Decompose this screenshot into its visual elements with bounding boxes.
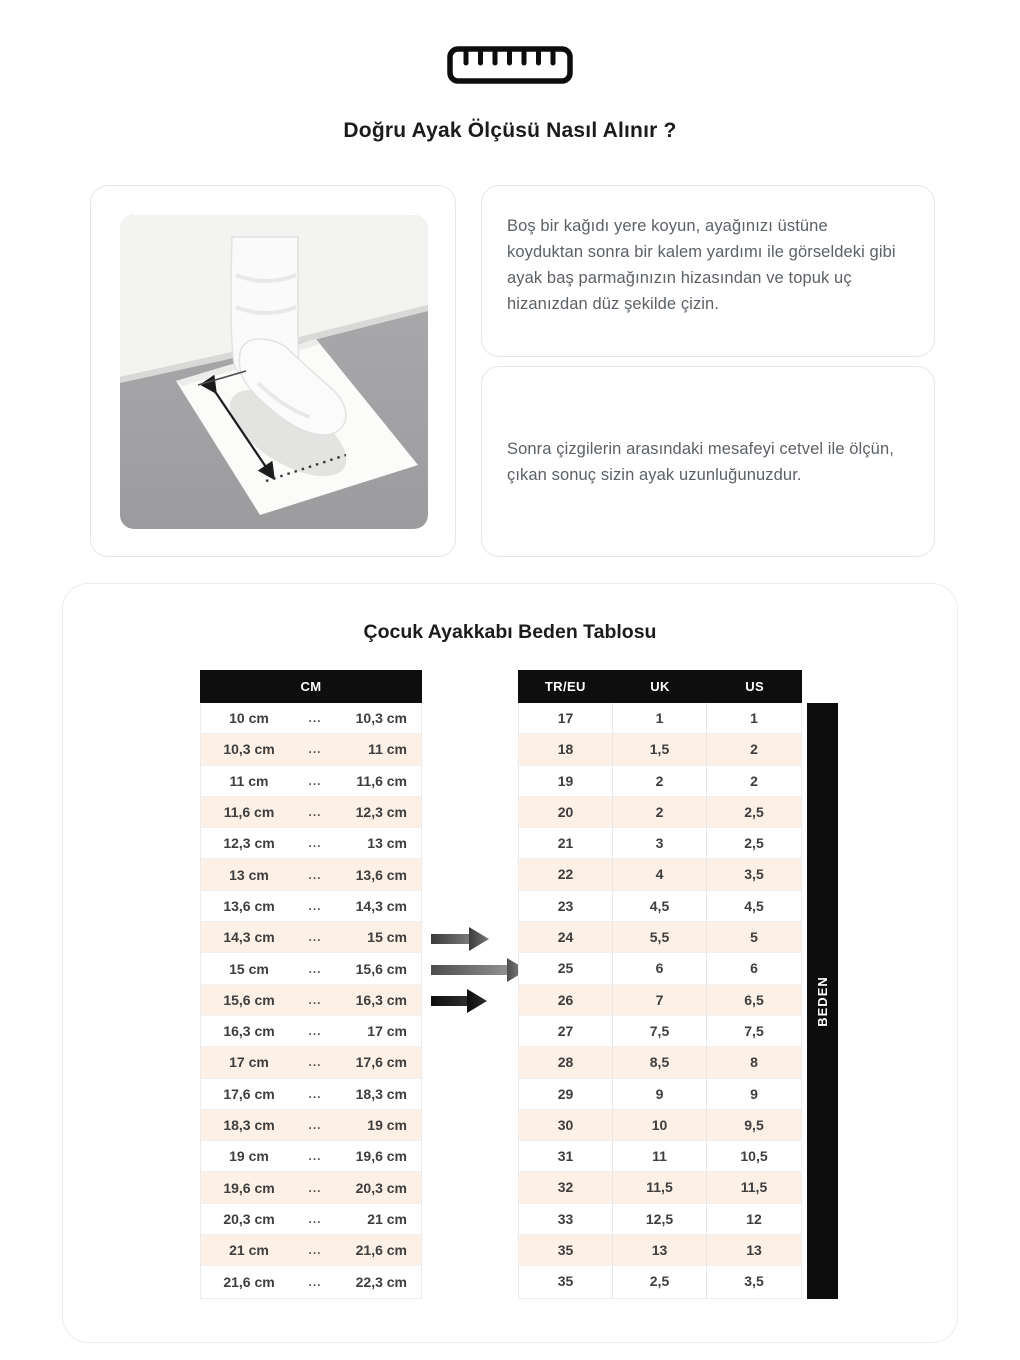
measurement-image-card: [90, 185, 456, 557]
range-dots: ...: [308, 867, 322, 882]
range-dots: ...: [308, 742, 322, 757]
tr-eu-cell: 33: [519, 1204, 613, 1234]
range-dots: ...: [308, 836, 322, 851]
size-row: [519, 1016, 801, 1047]
us-cell: 9: [750, 1085, 758, 1102]
uk-cell: 4: [613, 859, 707, 889]
us-cell: 3,5: [744, 1273, 764, 1290]
tr-eu-cell: 22: [519, 859, 613, 889]
cm-from-cell: 10,3 cm: [223, 741, 275, 758]
cm-row: [201, 1235, 421, 1266]
range-dots: ...: [308, 1243, 322, 1258]
tr-eu-cell: 25: [519, 953, 613, 983]
instruction-card-1: [481, 185, 935, 357]
us-cell: 10,5: [740, 1148, 768, 1165]
tr-eu-cell: 23: [519, 891, 613, 921]
cm-row: [201, 891, 421, 922]
cm-to-cell: 19,6 cm: [355, 1148, 407, 1165]
cm-row: [201, 859, 421, 890]
range-dots: ...: [308, 1274, 322, 1289]
cm-to-cell: 22,3 cm: [355, 1273, 407, 1290]
tr-eu-cell: 30: [519, 1110, 613, 1140]
cm-row: [201, 922, 421, 953]
how-to-measure-section: [90, 185, 935, 557]
size-row: [519, 703, 801, 734]
us-cell: 2,5: [744, 803, 764, 820]
size-row: [519, 1172, 801, 1203]
uk-cell: 2: [613, 766, 707, 796]
size-row: [519, 1079, 801, 1110]
cm-row: [201, 703, 421, 734]
size-row: [519, 1235, 801, 1266]
range-dots: ...: [308, 1086, 322, 1101]
cm-table: [200, 670, 422, 1299]
us-cell: 6,5: [744, 991, 764, 1008]
size-row: [519, 953, 801, 984]
cm-from-cell: 11,6 cm: [223, 804, 275, 821]
uk-cell: 7: [613, 985, 707, 1015]
page-title: Doğru Ayak Ölçüsü Nasıl Alınır ?: [343, 119, 677, 142]
cm-row: [201, 953, 421, 984]
uk-cell: 6: [613, 953, 707, 983]
us-cell: 2: [750, 741, 758, 758]
us-header-label: US: [745, 679, 765, 694]
range-dots: ...: [308, 1180, 322, 1195]
instruction-step-2: Sonra çizgilerin arasındaki mesafeyi cetvel ile ölçün, çıkan sonuç sizin ayak uzunluğunuzdur.: [507, 439, 894, 484]
size-row: [519, 1204, 801, 1235]
tr-eu-cell: 27: [519, 1016, 613, 1046]
uk-cell: 9: [613, 1079, 707, 1109]
uk-cell: 2: [613, 797, 707, 827]
cm-from-cell: 18,3 cm: [223, 1117, 275, 1133]
size-row: [519, 734, 801, 765]
cm-from-cell: 13,6 cm: [223, 897, 275, 914]
uk-cell: 3: [613, 828, 707, 858]
tr-eu-cell: 35: [519, 1266, 613, 1297]
range-dots: ...: [308, 805, 322, 820]
range-dots: ...: [308, 1149, 322, 1164]
tr-eu-cell: 21: [519, 828, 613, 858]
range-dots: ...: [308, 930, 322, 945]
range-dots: ...: [308, 961, 322, 976]
cm-from-cell: 12,3 cm: [223, 835, 275, 852]
cm-from-cell: 15,6 cm: [223, 991, 275, 1008]
cm-row: [201, 985, 421, 1016]
cm-row: [201, 1172, 421, 1203]
tr-eu-cell: 29: [519, 1079, 613, 1109]
uk-cell: 1,5: [613, 734, 707, 764]
uk-cell: 2,5: [613, 1266, 707, 1297]
range-dots: ...: [308, 1118, 322, 1132]
cm-from-cell: 21 cm: [229, 1242, 269, 1259]
uk-cell: 13: [613, 1235, 707, 1265]
us-cell: 8: [750, 1054, 758, 1071]
arrow-top: [431, 927, 489, 951]
instruction-card-2: [481, 366, 935, 557]
size-row: [519, 766, 801, 797]
cm-from-cell: 19 cm: [229, 1148, 269, 1165]
tr-eu-cell: 24: [519, 922, 613, 952]
us-cell: 13: [746, 1242, 762, 1259]
cm-from-cell: 11 cm: [229, 772, 269, 789]
cm-to-cell: 15 cm: [367, 929, 407, 946]
range-dots: ...: [308, 1055, 322, 1070]
us-cell: 5: [750, 929, 758, 946]
tr-eu-cell: 26: [519, 985, 613, 1015]
cm-row: [201, 1016, 421, 1047]
us-cell: 2,5: [744, 835, 764, 852]
size-row: [519, 1266, 801, 1297]
tr-eu-cell: 32: [519, 1172, 613, 1202]
cm-row: [201, 766, 421, 797]
foot-measurement-image: [120, 215, 428, 529]
size-table-card: [62, 583, 958, 1343]
us-cell: 11,5: [740, 1179, 768, 1196]
uk-cell: 11,5: [613, 1172, 707, 1202]
range-dots: ...: [308, 1024, 322, 1039]
cm-header-label: CM: [300, 679, 322, 694]
size-table-title: Çocuk Ayakkabı Beden Tablosu: [363, 621, 657, 643]
range-dots: ...: [308, 773, 322, 788]
intl-size-table: [518, 670, 802, 1299]
uk-cell: 12,5: [613, 1204, 707, 1234]
intl-size-table-header: [518, 670, 802, 703]
size-row: [519, 985, 801, 1016]
cm-to-cell: 13 cm: [367, 835, 407, 852]
arrow-middle: [431, 958, 527, 982]
cm-to-cell: 17 cm: [367, 1023, 407, 1040]
ruler-icon: [0, 46, 1020, 84]
cm-row: [201, 1110, 421, 1141]
tr-eu-cell: 28: [519, 1047, 613, 1077]
size-row: [519, 1047, 801, 1078]
arrow-bottom: [431, 989, 487, 1013]
tr-eu-header-label: TR/EU: [544, 679, 586, 694]
cm-from-cell: 10 cm: [229, 710, 269, 727]
cm-row: [201, 1266, 421, 1297]
range-dots: ...: [308, 711, 322, 726]
cm-to-cell: 16,3 cm: [355, 991, 407, 1008]
uk-cell: 7,5: [613, 1016, 707, 1046]
size-row: [519, 891, 801, 922]
tr-eu-cell: 20: [519, 797, 613, 827]
us-cell: 1: [750, 710, 758, 726]
instruction-step-1: Boş bir kağıdı yere koyun, ayağınızı üstüne koyduktan sonra bir kalem yardımı ile görseldeki gibi ayak baş parmağınızın hizasından ve topuk uç hizanızdan düz şekilde çizin.: [507, 217, 896, 313]
cm-from-cell: 16,3 cm: [223, 1023, 275, 1040]
size-row: [519, 828, 801, 859]
size-row: [519, 859, 801, 890]
uk-cell: 8,5: [613, 1047, 707, 1077]
size-row: [519, 1110, 801, 1141]
cm-to-cell: 11,6 cm: [356, 772, 407, 789]
uk-cell: 1: [613, 703, 707, 733]
cm-row: [201, 1141, 421, 1172]
uk-cell: 4,5: [613, 891, 707, 921]
cm-to-cell: 13,6 cm: [355, 866, 407, 883]
size-row: [519, 797, 801, 828]
cm-row: [201, 828, 421, 859]
uk-cell: 10: [613, 1110, 707, 1140]
uk-header-label: UK: [650, 679, 670, 694]
tr-eu-cell: 35: [519, 1235, 613, 1265]
us-cell: 9,5: [744, 1116, 764, 1133]
cm-from-cell: 13 cm: [229, 866, 269, 883]
cm-row: [201, 734, 421, 765]
cm-to-cell: 11 cm: [368, 741, 407, 758]
cm-from-cell: 19,6 cm: [223, 1179, 275, 1196]
uk-cell: 11: [613, 1141, 707, 1171]
cm-to-cell: 19 cm: [367, 1117, 407, 1133]
cm-from-cell: 17 cm: [229, 1054, 269, 1071]
range-dots: ...: [308, 898, 322, 913]
size-row: [519, 922, 801, 953]
cm-row: [201, 1204, 421, 1235]
us-cell: 2: [750, 772, 758, 789]
beden-side-label: [807, 703, 838, 1299]
tr-eu-cell: 18: [519, 734, 613, 764]
cm-table-header: [200, 670, 422, 703]
cm-from-cell: 20,3 cm: [223, 1210, 275, 1227]
cm-to-cell: 21 cm: [367, 1210, 407, 1227]
cm-to-cell: 18,3 cm: [355, 1085, 407, 1102]
us-cell: 3,5: [744, 866, 764, 883]
cm-to-cell: 21,6 cm: [355, 1242, 407, 1259]
us-cell: 12: [746, 1210, 762, 1227]
beden-label-text: BEDEN: [815, 975, 831, 1027]
cm-to-cell: 20,3 cm: [355, 1179, 407, 1196]
intl-size-table-body: [518, 703, 802, 1299]
cm-to-cell: 15,6 cm: [355, 960, 407, 977]
instructions-column: [481, 185, 935, 557]
mapping-arrows-icon: [427, 922, 531, 1018]
cm-from-cell: 17,6 cm: [223, 1085, 275, 1102]
cm-from-cell: 14,3 cm: [223, 929, 275, 946]
cm-from-cell: 15 cm: [229, 960, 269, 977]
us-cell: 4,5: [744, 897, 764, 914]
tr-eu-cell: 17: [519, 703, 613, 733]
size-row: [519, 1141, 801, 1172]
tr-eu-cell: 19: [519, 766, 613, 796]
cm-to-cell: 12,3 cm: [355, 804, 407, 821]
range-dots: ...: [308, 1211, 322, 1226]
us-cell: 7,5: [744, 1022, 764, 1039]
cm-from-cell: 21,6 cm: [223, 1273, 275, 1290]
cm-row: [201, 797, 421, 828]
us-cell: 6: [750, 960, 758, 977]
cm-to-cell: 14,3 cm: [355, 897, 407, 914]
cm-to-cell: 17,6 cm: [355, 1054, 407, 1071]
cm-table-body: [200, 703, 422, 1299]
cm-row: [201, 1079, 421, 1110]
tr-eu-cell: 31: [519, 1141, 613, 1171]
range-dots: ...: [308, 992, 322, 1007]
cm-to-cell: 10,3 cm: [355, 710, 407, 727]
cm-row: [201, 1047, 421, 1078]
uk-cell: 5,5: [613, 922, 707, 952]
